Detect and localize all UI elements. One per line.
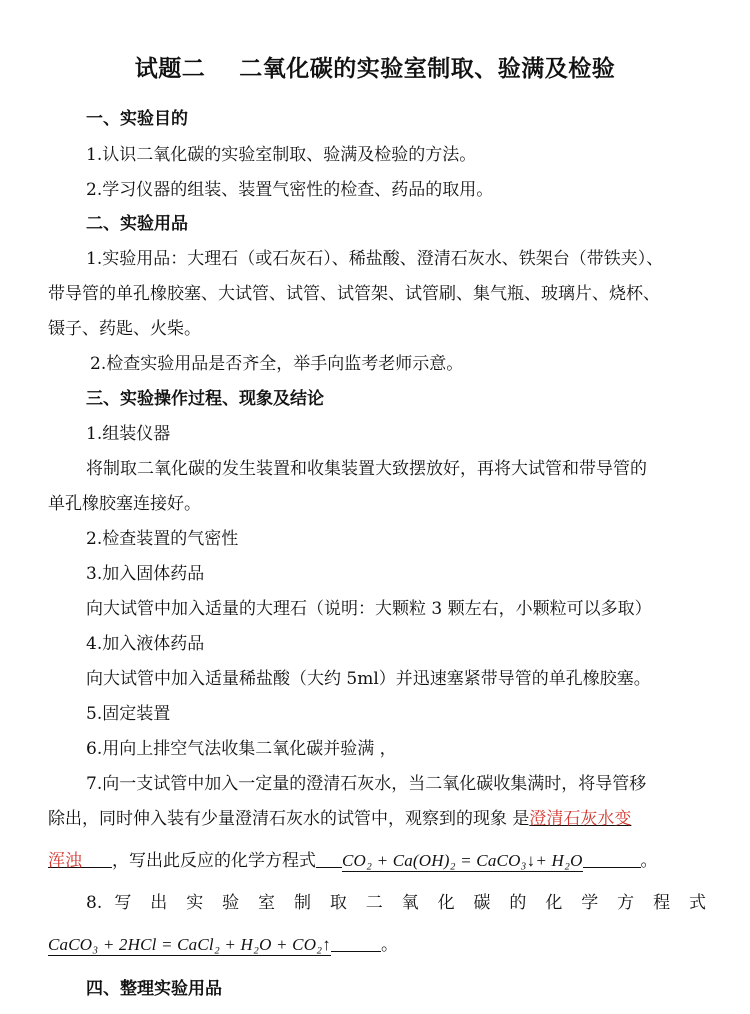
step-7-line-1: 7.向一支试管中加入一定量的澄清石灰水，当二氧化碳收集满时，将导管移 — [86, 774, 647, 794]
step-2-title: 2.检查装置的气密性 — [86, 529, 239, 549]
step-5-title: 5.固定装置 — [86, 704, 171, 724]
materials-list-line-1: 1.实验用品：大理石（或石灰石）、稀盐酸、澄清石灰水、铁架台（带铁夹）、 — [86, 249, 664, 269]
step-1-desc-line-2: 单孔橡胶塞连接好。 — [48, 494, 201, 514]
answer-observation-part-1: 澄清石灰水变 — [529, 809, 632, 829]
step-3-title: 3.加入固体药品 — [86, 564, 205, 584]
answer-blank-line — [583, 866, 641, 868]
purpose-item-1: 1.认识二氧化碳的实验室制取、验满及检验的方法。 — [86, 145, 477, 165]
page-title: 试题二 二氧化碳的实验室制取、验满及检验 — [134, 56, 616, 82]
answer-observation-part-2: 浑浊 — [48, 851, 82, 871]
step-8-prompt: 8. 写 出 实 验 室 制 取 二 氧 化 碳 的 化 学 方 程 式 — [86, 893, 706, 913]
section-heading-procedure: 三、实验操作过程、现象及结论 — [86, 389, 324, 409]
section-heading-materials: 二、实验用品 — [86, 214, 188, 234]
step-8-end-punct: 。 — [381, 935, 398, 955]
step-7-equation-prompt: ，写出此反应的化学方程式 — [112, 851, 316, 871]
section-heading-purpose: 一、实验目的 — [86, 109, 188, 129]
step-6-title: 6.用向上排空气法收集二氧化碳并验满 ， — [86, 739, 397, 759]
answer-equation-limewater: CO₂ + Ca(OH)₂ = CaCO₃↓+ H₂O — [342, 851, 583, 870]
materials-list-line-2: 带导管的单孔橡胶塞、大试管、试管、试管架、试管刷、集气瓶、玻璃片、烧杯、 — [48, 284, 660, 304]
step-3-desc: 向大试管中加入适量的大理石（说明：大颗粒 3 颗左右，小颗粒可以多取） — [86, 599, 652, 619]
answer-blank-line — [316, 866, 342, 868]
section-heading-cleanup: 四、整理实验用品 — [86, 979, 222, 999]
step-7-end-punct: 。 — [640, 851, 658, 871]
step-4-title: 4.加入液体药品 — [86, 634, 205, 654]
step-8-answer-line — [48, 930, 398, 955]
step-7-line-3 — [48, 846, 658, 871]
step-1-title: 1.组装仪器 — [86, 424, 171, 444]
step-7-observation-prompt: 除出，同时伸入装有少量澄清石灰水的试管中，观察到的现象 是 — [48, 809, 530, 829]
answer-blank-line — [82, 866, 112, 868]
answer-blank-line — [331, 950, 381, 952]
step-7-line-2 — [48, 804, 631, 829]
materials-check: 2.检查实验用品是否齐全，举手向监考老师示意。 — [90, 354, 464, 374]
answer-equation-co2-preparation: CaCO₃ + 2HCl = CaCl₂ + H₂O + CO₂↑ — [48, 935, 331, 954]
step-4-desc: 向大试管中加入适量稀盐酸（大约 5ml）并迅速塞紧带导管的单孔橡胶塞。 — [86, 669, 651, 689]
materials-list-line-3: 镊子、药匙、火柴。 — [48, 319, 201, 339]
purpose-item-2: 2.学习仪器的组装、装置气密性的检查、药品的取用。 — [86, 180, 494, 200]
step-1-desc-line-1: 将制取二氧化碳的发生装置和收集装置大致摆放好，再将大试管和带导管的 — [86, 459, 647, 479]
